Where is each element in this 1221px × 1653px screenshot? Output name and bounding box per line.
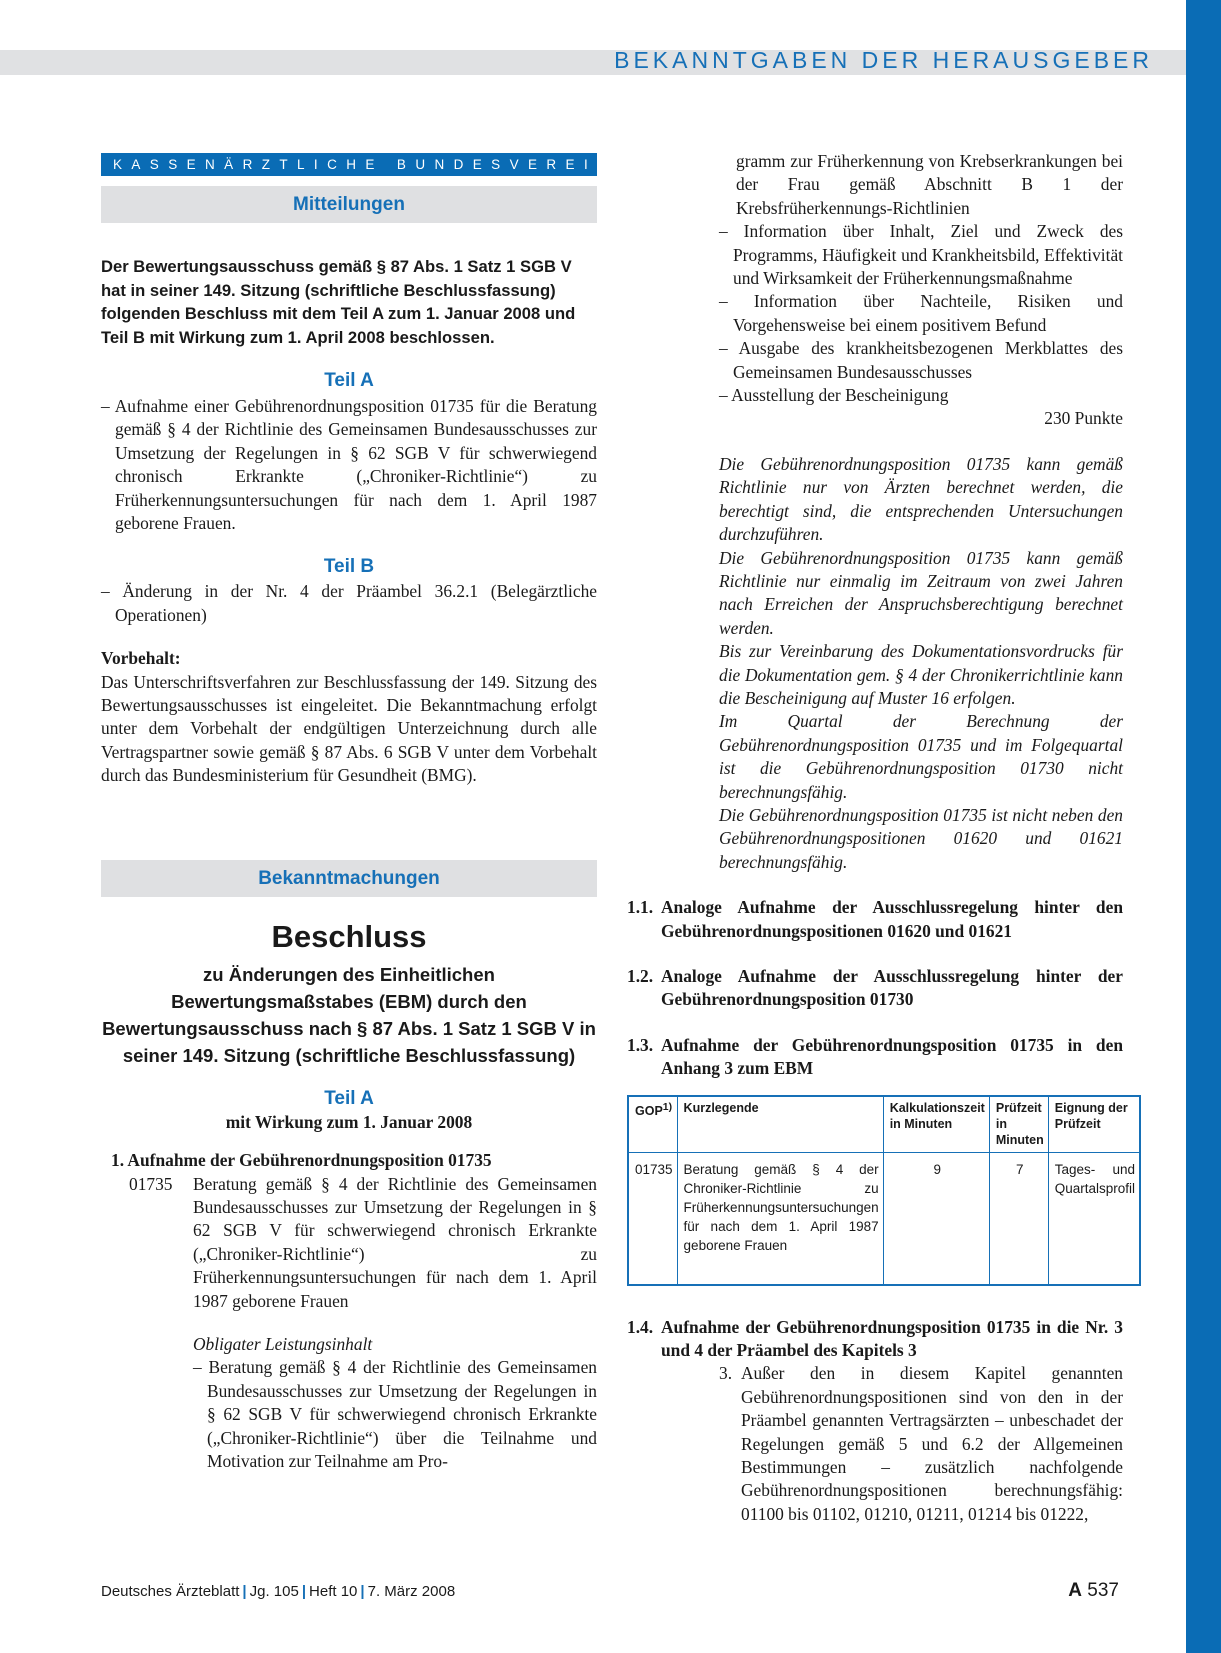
content-item-4: – Ausstellung der Bescheinigung (719, 385, 949, 406)
beschluss-title: Beschluss (271, 918, 427, 954)
teil-a2-heading: Teil A (324, 1087, 374, 1109)
table-row (628, 1152, 1140, 1285)
table-header-kalkulationszeit: Kalkulationszeit in Minuten (883, 1096, 989, 1153)
obligater-block (193, 1333, 597, 1473)
page-number (1068, 1580, 1119, 1602)
heading-1-3-text: Aufnahme der Gebührenordnungsposition 01735 in den Anhang 3 zum EBM (661, 1034, 1123, 1079)
section1-code: 01735 (129, 1173, 173, 1194)
page-number-value: 537 (1087, 1580, 1119, 1601)
list-item-3-text: Außer den in diesem Kapitel genannten Gebührenordnungspositionen sind von den in der Präambel genannten Vertragsärzten – unbeschadet der Regelungen gemäß 5 und 6.2 der Allgemeinen Bestimmungen – zusätzlich nachfolgende Gebührenordnungspositionen berechnungsfähig: 01100 bis 01102, 01210, 01211, 01214 bis 01222, (741, 1363, 1123, 1524)
org-band: KASSENÄRZTLICHE BUNDESVEREINIGUNG (101, 153, 597, 176)
page-prefix: A (1068, 1580, 1083, 1601)
heading-1-3 (627, 1034, 1123, 1081)
heading-1-1 (627, 896, 1123, 943)
points-value: 230 Punkte (1044, 408, 1123, 429)
side-color-strip (1186, 0, 1221, 1653)
vorbehalt-text: Das Unterschriftsverfahren zur Beschlussfassung der 149. Sitzung des Bewertungsausschusses ist eingeleitet. Die Bekanntmachung erfolgt unter dem Vorbehalt der endgültigen Unterzeichnung durch alle Vertragspartner sowie gemäß § 87 Abs. 6 SGB V unter dem Vorbehalt durch das Bundesministerium für Gesundheit (BMG). (101, 671, 597, 786)
table-header-row (628, 1096, 1140, 1153)
beschluss-subtitle: zu Änderungen des Einheitlichen Bewertungsmaßstabes (EBM) durch den Bewertungsausschuss nach § 87 Abs. 1 Satz 1 SGB V in seiner 149. Sitzung (schriftliche Beschlussfassung) (102, 963, 596, 1066)
section1-heading: 1. Aufnahme der Gebührenordnungsposition 01735 (111, 1150, 492, 1171)
heading-1-2-num: 1.2. (627, 966, 654, 986)
teil-a-item: – Aufnahme einer Gebührenordnungsposition 01735 für die Beratung gemäß § 4 der Richtlinie des Gemeinsamen Bundesausschusses zur Umsetzung der Regelungen in § 62 SGB V für schwerwiegend chronisch Erkrankte („Chroniker-Richtlinie“) zu Früherkennungsuntersuchungen für nach dem 1. April 1987 geborene Frauen. (101, 396, 597, 534)
footnote-mark: 1) (662, 1101, 673, 1113)
table-cell-kalkulationszeit: 9 (883, 1152, 989, 1285)
table-cell-gop: 01735 (628, 1152, 677, 1285)
heading-1-1-text: Analoge Aufnahme der Ausschlussregelung hinter den Gebührenordnungspositionen 01620 und 01621 (661, 897, 1123, 941)
heading-1-3-num: 1.3. (627, 1034, 654, 1055)
heading-1-1-num: 1.1. (627, 897, 654, 918)
bekanntmachungen-heading: Bekanntmachungen (101, 860, 597, 897)
continued-text: gramm zur Früherkennung von Krebserkrankungen bei der Frau gemäß Abschnitt B 1 der Krebsfrüherkennungs-Richtlinien (736, 151, 1123, 218)
table-cell-pruefzeit: 7 (989, 1152, 1048, 1285)
teil-b-heading: Teil B (323, 556, 375, 578)
footer-date: 7. März 2008 (367, 1583, 456, 1600)
content-item-2: – Information über Nachteile, Risiken und Vorgehensweise bei einem positivem Befund (719, 291, 1123, 335)
table-header-gop: GOP$^{1)}$ (628, 1096, 677, 1153)
teil-a-heading: Teil A (324, 370, 374, 391)
heading-1-2 (627, 965, 1123, 1012)
content-item-3: – Ausgabe des krankheitsbezogenen Merkblattes des Gemeinsamen Bundesausschusses (719, 338, 1123, 382)
note-3: Bis zur Vereinbarung des Dokumentationsvordrucks für die Dokumentation gem. § 4 der Chronikerrichtlinie kann die Bescheinigung auf Muster 16 erfolgen. (719, 641, 1123, 708)
note-1: Die Gebührenordnungsposition 01735 kann gemäß Richtlinie nur von Ärzten berechnet werden, die berechtigt sind, die entsprechenden Untersuchungen durchzuführen. (719, 453, 1123, 545)
content-list (627, 220, 1123, 431)
heading-1-4-num: 1.4. (627, 1316, 654, 1337)
teil-b-item: – Änderung in der Nr. 4 der Präambel 36.2.1 (Belegärztliche Operationen) (101, 581, 597, 625)
section-title: BEKANNTGABEN DER HERAUSGEBER (614, 47, 1153, 73)
note-2: Die Gebührenordnungsposition 01735 kann gemäß Richtlinie nur einmalig im Zeitraum von zwei Jahren nach Erreichen der Anspruchsberechtigung berechnet werden. (719, 547, 1123, 638)
heading-1-4-text: Aufnahme der Gebührenordnungsposition 01735 in die Nr. 3 und 4 der Präambel des Kapitels 3 (661, 1316, 1123, 1361)
table-cell-kurzlegende: Beratung gemäß § 4 der Chroniker-Richtlinie zu Früherkennungsuntersuchungen für nach dem 1. April 1987 geborene Frauen (677, 1152, 883, 1285)
footer-volume: Jg. 105 (249, 1583, 299, 1600)
obligater-item: – Beratung gemäß § 4 der Richtlinie des Gemeinsamen Bundesausschusses zur Umsetzung der Regelungen in § 62 SGB V für schwerwiegend chronisch Erkrankte („Chroniker-Richtlinie“) über die Teilnahme und Motivation zur Teilnahme am Pro- (193, 1357, 597, 1471)
right-column (627, 150, 1136, 1526)
table-header-eignung: Eignung der Prüfzeit (1048, 1096, 1140, 1153)
vorbehalt-label: Vorbehalt: (101, 648, 181, 669)
table-header-kurzlegende: Kurzlegende (677, 1096, 883, 1153)
gop-table (627, 1095, 1141, 1286)
table-header-pruefzeit: Prüfzeit in Minuten (989, 1096, 1048, 1153)
lead-paragraph: Der Bewertungsausschuss gemäß § 87 Abs. 1 Satz 1 SGB V hat in seiner 149. Sitzung (schriftliche Beschlussfassung) folgenden Beschluss mit dem Teil A zum 1. Januar 2008 und Teil B mit Wirkung zum 1. April 2008 beschlossen. (101, 257, 576, 347)
note-5: Die Gebührenordnungsposition 01735 ist nicht neben den Gebührenordnungspositionen 01620 und 01621 berechnungsfähig. (719, 804, 1123, 872)
notes-block (627, 453, 1123, 874)
note-4: Im Quartal der Berechnung der Gebührenordnungsposition 01735 und im Folgequartal ist die Gebührenordnungsposition 01730 nicht berechnungsfähig. (719, 711, 1123, 802)
list-item-3 (719, 1362, 1123, 1526)
obligater-label: Obligater Leistungsinhalt (193, 1333, 373, 1354)
table-cell-eignung: Tages- und Quartalsprofil (1054, 1161, 1136, 1196)
footer-citation: Deutsches Ärzteblatt | Jg. 105 | Heft 10 | 7. März 2008 (101, 1583, 456, 1600)
heading-1-2-text: Analoge Aufnahme der Ausschlussregelung hinter der Gebührenordnungsposition 01730 (661, 966, 1123, 1010)
list-item-3-num: 3. (719, 1363, 733, 1384)
footer-issue: Heft 10 (309, 1583, 358, 1600)
footer-journal: Deutsches Ärzteblatt (101, 1583, 240, 1600)
mitteilungen-heading: Mitteilungen (101, 186, 597, 223)
heading-1-4 (627, 1316, 1123, 1363)
section1-text: Beratung gemäß § 4 der Richtlinie des Gemeinsamen Bundesausschusses zur Umsetzung der Regelungen in § 62 SGB V für schwerwiegend chronisch Erkrankte („Chroniker-Richtlinie“) zu Früherkennungsuntersuchungen für nach dem 1. April 1987 geborene Frauen (193, 1173, 597, 1311)
teil-a2-effective: mit Wirkung zum 1. Januar 2008 (225, 1111, 473, 1132)
content-item-1: – Information über Inhalt, Ziel und Zweck des Programms, Häufigkeit und Krankheitsbild, Effektivität und Wirksamkeit der Früherkennungsmaßnahme (719, 221, 1123, 289)
section1-entry (101, 1173, 597, 1313)
